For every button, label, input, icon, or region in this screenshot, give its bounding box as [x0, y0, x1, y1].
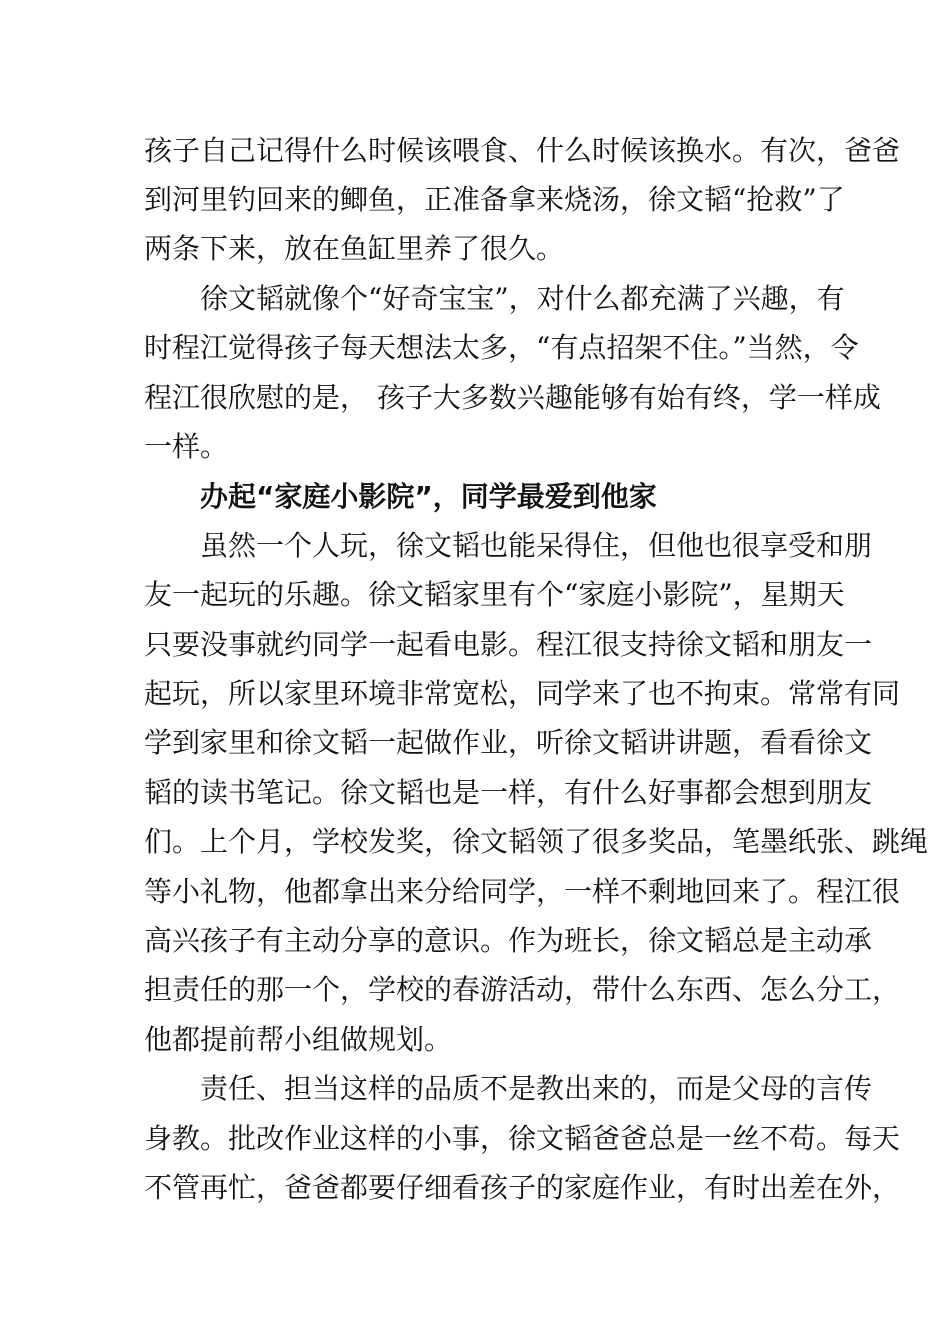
paragraph-3-line-4: 起玩，所以家里环境非常宽松，同学来了也不拘束。常常有同 [144, 677, 901, 710]
paragraph-3-line-8: 等小礼物，他都拿出来分给同学，一样不剩地回来了。程江很 [144, 875, 901, 908]
paragraph-3-line-3: 只要没事就约同学一起看电影。程江很支持徐文韬和朋友一 [144, 628, 873, 661]
paragraph-4-line-2: 身教。批改作业这样的小事，徐文韬爸爸总是一丝不苟。每天 [144, 1122, 901, 1155]
paragraph-2-line-3: 程江很欣慰的是， 孩子大多数兴趣能够有始有终，学一样成 [144, 381, 881, 414]
paragraph-3-line-10: 担责任的那一个，学校的春游活动，带什么东西、怎么分工， [144, 973, 901, 1006]
paragraph-2-line-1: 徐文韬就像个“好奇宝宝”，对什么都充满了兴趣，有 [200, 282, 845, 315]
paragraph-3-line-5: 学到家里和徐文韬一起做作业，听徐文韬讲讲题，看看徐文 [144, 726, 873, 759]
paragraph-1-line-2: 到河里钓回来的鲫鱼，正准备拿来烧汤，徐文韬“抢救”了 [144, 183, 845, 216]
paragraph-3-line-9: 高兴孩子有主动分享的意识。作为班长，徐文韬总是主动承 [144, 924, 873, 957]
section-heading: 办起“家庭小影院”，同学最爱到他家 [200, 480, 657, 513]
paragraph-3-line-6: 韬的读书笔记。徐文韬也是一样，有什么好事都会想到朋友 [144, 776, 873, 809]
paragraph-3-line-11: 他都提前帮小组做规划。 [144, 1023, 453, 1056]
paragraph-3-line-1: 虽然一个人玩，徐文韬也能呆得住，但他也很享受和朋 [200, 529, 873, 562]
paragraph-3-line-7: 们。上个月，学校发奖，徐文韬领了很多奖品，笔墨纸张、跳绳 [144, 825, 929, 858]
paragraph-3-line-2: 友一起玩的乐趣。徐文韬家里有个“家庭小影院”，星期天 [144, 578, 845, 611]
paragraph-1-line-3: 两条下来，放在鱼缸里养了很久。 [144, 232, 565, 265]
paragraph-1-line-1: 孩子自己记得什么时候该喂食、什么时候该换水。有次，爸爸 [144, 134, 901, 167]
paragraph-2-line-4: 一样。 [144, 430, 229, 463]
paragraph-4-line-1: 责任、担当这样的品质不是教出来的，而是父母的言传 [200, 1072, 873, 1105]
paragraph-4-line-3: 不管再忙，爸爸都要仔细看孩子的家庭作业，有时出差在外， [144, 1171, 901, 1204]
paragraph-2-line-2: 时程江觉得孩子每天想法太多，“有点招架不住。”当然，令 [144, 331, 859, 364]
